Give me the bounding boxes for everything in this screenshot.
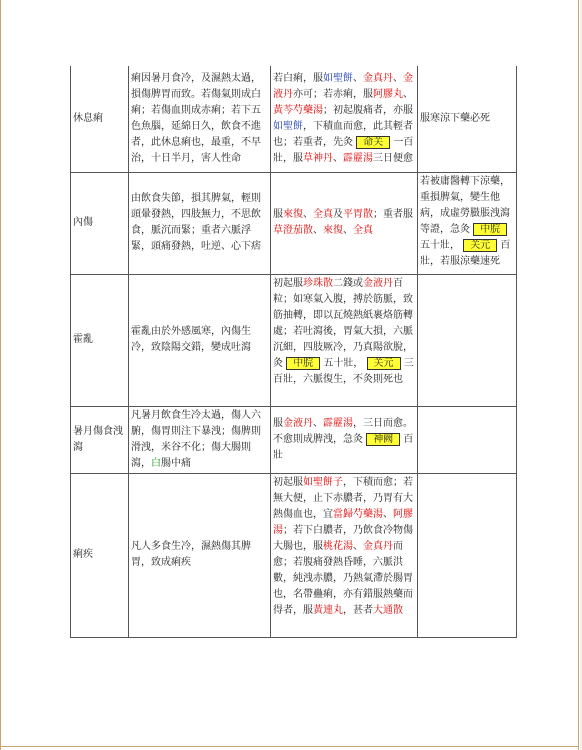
prescription-name: 大通散 [373, 604, 403, 616]
treatment-cell [271, 274, 418, 406]
treatment-cell [271, 172, 418, 274]
prescription-name: 來復 [323, 225, 343, 236]
text-segment: ；重者服 [373, 209, 413, 220]
note-cell [418, 406, 517, 473]
note-cell [418, 66, 517, 172]
acupoint-highlight: 关元 [367, 357, 401, 370]
prescription-name: 金液丹 [283, 417, 313, 429]
text-segment: 、 [353, 72, 363, 84]
text-segment: 而愈；若腹痛發熱昏睡，六脈洪數，純洩赤膿，乃熱氣滯於腸胃也，名帶蠱痢，亦有錯服熱藥而得者，服 [273, 540, 413, 616]
text-segment: 百壯，若服涼藥速死 [420, 239, 511, 267]
text-segment: 、 [333, 152, 343, 164]
acupoint-highlight: 中脘 [473, 223, 507, 236]
prescription-name: 阿膠湯 [273, 508, 413, 536]
prescription-name: 霹靂湯 [323, 417, 353, 429]
prescription-name: 霹靂湯 [343, 152, 373, 164]
page-border-right [578, 0, 579, 750]
text-segment: ；初起腹痛者，亦服 [323, 104, 413, 116]
text-segment: 及 [333, 209, 343, 220]
text-segment: 、 [303, 209, 313, 220]
cause-cell: 凡人多食生冷，濕熱傷其脾胃，致成痢疾 [129, 473, 271, 637]
table-row [71, 406, 517, 473]
note-cell [418, 473, 517, 637]
acupoint-highlight: 关元 [463, 239, 497, 252]
treatment-table [70, 66, 517, 638]
cause-cell: 痢因暑月食冷，及濕熱太過，損傷脾胃而致。若傷氣則成白痢；若傷血則成赤痢；若下五色魚腦，延綿日久，飲食不進者，此休息痢也，最重，不早治，十日半月，害人性命 [129, 66, 271, 172]
prescription-name: 珍珠散 [303, 277, 333, 289]
prescription-name: 金真丹 [363, 72, 393, 84]
disease-cell: 內傷 [71, 172, 129, 274]
text-segment: 、 [383, 508, 393, 520]
text-segment: 、 [403, 88, 413, 100]
table-row [71, 274, 517, 406]
text-segment: 三百壯，六脈復生，不灸則死也 [273, 357, 414, 385]
text-segment: ，下積血而愈，此其輕者也；若重者，先灸 [273, 120, 413, 148]
text-segment: 腸中痛 [161, 457, 191, 469]
prescription-name: 草神丹 [303, 152, 333, 164]
text-segment: 服 [273, 209, 283, 220]
cause-cell [129, 406, 271, 473]
text-segment: 百壯 [273, 433, 414, 461]
cause-cell: 由飲食失節，損其脾氣，輕則頭暈發熱，四肢無力，不思飲食，脈沉而緊；重者六脈浮緊，頭痛發熱，吐逆、心下痞 [129, 172, 271, 274]
prescription-name: 黃芩芍藥湯 [273, 104, 323, 116]
acupoint-highlight: 命关 [356, 136, 390, 149]
acupoint-highlight: 中脘 [286, 357, 320, 370]
text-segment: 五十壯， [420, 239, 464, 251]
text-segment: ，三日而愈。不愈則成脾洩，急灸 [273, 417, 413, 445]
prescription-name: 桃花湯 [323, 540, 353, 552]
prescription-name: 來復 [283, 209, 303, 220]
text-segment: 若白痢，服 [273, 72, 323, 84]
text-segment: 、 [313, 225, 323, 236]
note-cell [418, 172, 517, 274]
text-segment: ，甚者 [343, 604, 373, 616]
text-segment: 服 [273, 417, 283, 429]
acupoint-highlight: 神阙 [366, 433, 400, 446]
prescription-name: 草澄茄散 [273, 225, 313, 236]
text-segment: ，下積而愈；若無大便，止下赤膿者，乃胃有大熱傷血也，宜 [273, 476, 413, 520]
treatment-cell [271, 66, 418, 172]
text-segment: 三日便愈 [373, 152, 413, 164]
prescription-name: 平胃散 [343, 209, 373, 220]
prescription-name: 如聖餅子 [303, 476, 343, 488]
table-row [71, 473, 517, 637]
prescription-name: 全真 [353, 225, 373, 236]
prescription-name: 當歸芍藥湯 [333, 508, 383, 520]
page-border-left [0, 0, 1, 750]
text-segment: 若被庸醫轉下涼藥，重損脾氣，變生他病，成虛勞臌脹洩瀉等證，急灸 [420, 175, 510, 235]
text-segment: 亦可；若赤痢，服 [293, 88, 373, 100]
text-segment: 初起服 [273, 476, 303, 488]
prescription-name: 黃連丸 [313, 604, 343, 616]
text-segment: 、 [353, 540, 363, 552]
disease-cell: 暑月傷食洩瀉 [71, 406, 129, 473]
prescription-name: 金液丹 [363, 277, 393, 289]
table-row [71, 172, 517, 274]
text-segment: 、 [393, 72, 403, 84]
text-segment: 服寒涼下藥必死 [420, 112, 490, 124]
text-segment: 五十壯， [320, 357, 367, 369]
prescription-name: 如聖餅 [323, 72, 353, 84]
text-segment: 二錢或 [333, 277, 363, 289]
prescription-name: 白 [151, 457, 161, 469]
note-cell [418, 274, 517, 406]
text-segment: 、 [343, 225, 353, 236]
table-row [71, 66, 517, 172]
prescription-name: 全真 [313, 209, 333, 220]
prescription-name: 金液丹 [273, 72, 413, 100]
cause-cell: 霍亂由於外感風寒，內傷生冷，致陰陽交錯，變成吐瀉 [129, 274, 271, 406]
text-segment: 初起服 [273, 277, 303, 289]
text-segment: ；若下白膿者，乃飲食冷物傷大腸也，服 [273, 524, 413, 552]
text-segment: 、 [313, 417, 323, 429]
page-border-bottom [0, 746, 579, 747]
disease-cell: 痢疾 [71, 473, 129, 637]
text-segment: 一百壯，服 [273, 136, 414, 164]
prescription-name: 如聖餅 [273, 120, 303, 132]
disease-cell: 休息痢 [71, 66, 129, 172]
text-segment: 凡暑月飲食生冷太過，傷人六腑，傷胃則注下暴洩；傷脾則滑洩，米谷不化；傷大腸則瀉， [131, 409, 261, 469]
disease-cell: 霍亂 [71, 274, 129, 406]
prescription-name: 阿膠丸 [373, 88, 403, 100]
treatment-cell [271, 406, 418, 473]
treatment-cell [271, 473, 418, 637]
prescription-name: 金真丹 [363, 540, 393, 552]
text-segment: 百粒；如寒氣入腹，搏於筋脈，致筋抽轉，即以瓦燒熱紙裹烙筋轉處；若吐瀉後，胃氣大損，六脈沉細，四肢厥冷，乃真陽欲脫，灸 [273, 277, 413, 369]
